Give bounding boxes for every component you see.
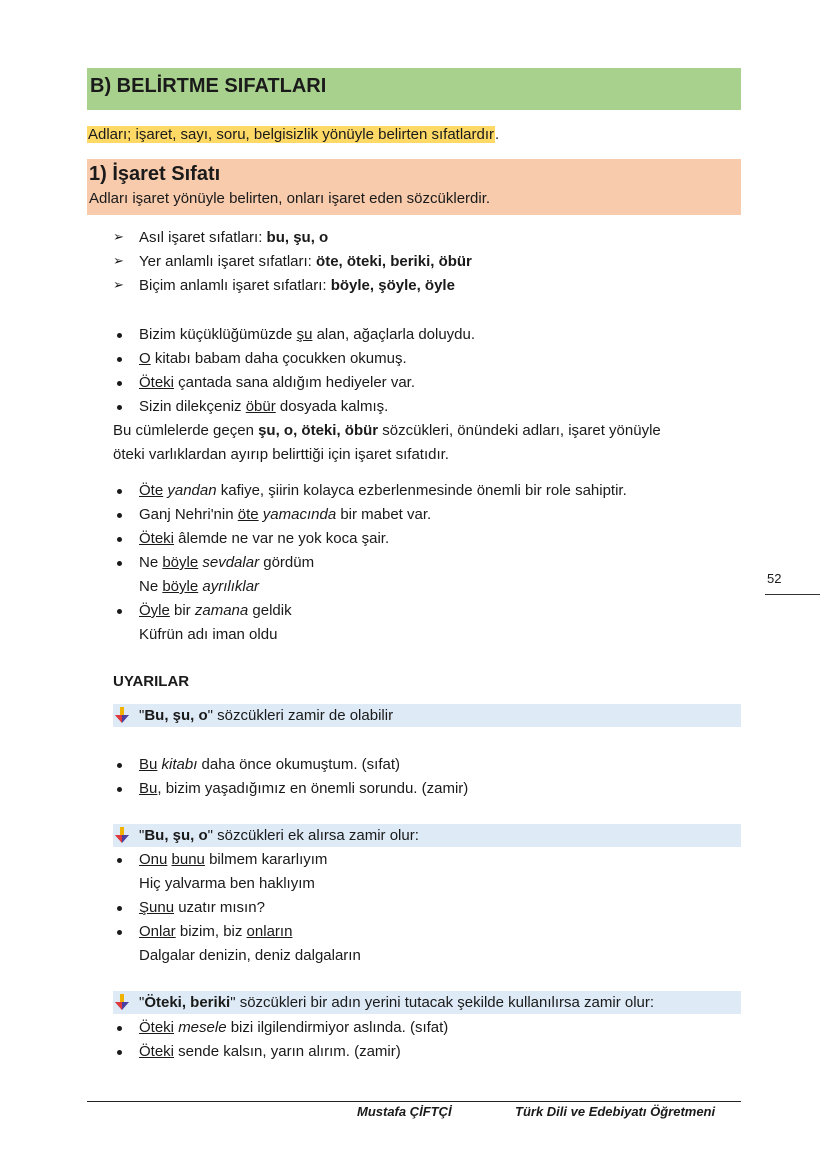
list-item: Sizin dilekçeniz öbür dosyada kalmış. bbox=[139, 398, 389, 415]
list-item-continuation: Hiç yalvarma ben haklıyım bbox=[139, 875, 315, 892]
footer-rule bbox=[87, 1101, 741, 1102]
bullet-icon bbox=[117, 537, 122, 542]
list-item: Onu bunu bilmem kararlıyım bbox=[139, 851, 328, 868]
list-item: Bizim küçüklüğümüzde şu alan, ağaçlarla doluydu. bbox=[139, 326, 476, 343]
list-item-continuation: Küfrün adı iman oldu bbox=[139, 626, 278, 643]
arrow-bullet-icon: ➢ bbox=[113, 229, 124, 244]
subsection-box bbox=[87, 159, 741, 215]
list-item: Öteki âlemde ne var ne yok koca şair. bbox=[139, 530, 390, 547]
list-item: Öyle bir zamana geldik bbox=[139, 602, 292, 619]
bullet-icon bbox=[117, 609, 122, 614]
list-item-continuation: Dalgalar denizin, deniz dalgaların bbox=[139, 947, 361, 964]
bullet-icon bbox=[117, 513, 122, 518]
arrow-bullet-icon: ➢ bbox=[113, 277, 124, 292]
warning-bar-1: "Bu, şu, o" sözcükleri zamir de olabilir bbox=[113, 704, 741, 727]
explanation-line-1: Bu cümlelerde geçen şu, o, öteki, öbür sözcükleri, önündeki adları, işaret yönüyle bbox=[113, 422, 661, 439]
list-item: Öteki çantada sana aldığım hediyeler var. bbox=[139, 374, 415, 391]
arrow-bullet-icon: ➢ bbox=[113, 253, 124, 268]
bullet-icon bbox=[117, 763, 122, 768]
bullet-icon bbox=[117, 1026, 122, 1031]
list-item: Ganj Nehri'nin öte yamacında bir mabet var. bbox=[139, 506, 432, 523]
bullet-icon bbox=[117, 381, 122, 386]
page-number-rule bbox=[765, 594, 820, 595]
bullet-icon bbox=[117, 489, 122, 494]
section-definition: Adları; işaret, sayı, soru, belgisizlik yönüyle belirten sıfatlardır. bbox=[88, 126, 500, 143]
warning-bar-2: "Bu, şu, o" sözcükleri ek alırsa zamir olur: bbox=[113, 824, 741, 847]
down-arrow-icon bbox=[115, 827, 129, 843]
list-item: Öte yandan kafiye, şiirin kolayca ezberlenmesinde önemli bir role sahiptir. bbox=[139, 482, 627, 499]
list-item-continuation: Ne böyle ayrılıklar bbox=[139, 578, 260, 595]
list-item: Ne böyle sevdalar gördüm bbox=[139, 554, 315, 571]
bullet-icon bbox=[117, 906, 122, 911]
bullet-icon bbox=[117, 357, 122, 362]
section-title: B) BELİRTME SIFATLARI bbox=[87, 68, 741, 110]
list-item: Öteki sende kalsın, yarın alırım. (zamir) bbox=[139, 1043, 401, 1060]
bullet-icon bbox=[117, 787, 122, 792]
down-arrow-icon bbox=[115, 707, 129, 723]
list-item: O kitabı babam daha çocukken okumuş. bbox=[139, 350, 407, 367]
bullet-icon bbox=[117, 561, 122, 566]
list-item: Biçim anlamlı işaret sıfatları: böyle, şöyle, öyle bbox=[139, 277, 455, 294]
footer-author: Mustafa ÇİFTÇİ bbox=[357, 1104, 452, 1119]
warning-bar-3: "Öteki, beriki" sözcükleri bir adın yerini tutacak şekilde kullanılırsa zamir olur: bbox=[113, 991, 741, 1014]
list-item: Bu kitabı daha önce okumuştum. (sıfat) bbox=[139, 756, 400, 773]
subsection-description: Adları işaret yönüyle belirten, onları işaret eden sözcüklerdir. bbox=[89, 190, 491, 207]
list-item: Onlar bizim, biz onların bbox=[139, 923, 293, 940]
down-arrow-icon bbox=[115, 994, 129, 1010]
list-item: Şunu uzatır mısın? bbox=[139, 899, 265, 916]
warnings-title: UYARILAR bbox=[113, 673, 190, 690]
page-number: 52 bbox=[767, 571, 782, 586]
subsection-title: 1) İşaret Sıfatı bbox=[89, 163, 221, 185]
list-item: Yer anlamlı işaret sıfatları: öte, öteki, beriki, öbür bbox=[139, 253, 472, 270]
bullet-icon bbox=[117, 333, 122, 338]
definition-highlight: Adları; işaret, sayı, soru, belgisizlik yönüyle belirten sıfatlardır bbox=[88, 126, 495, 143]
bullet-icon bbox=[117, 930, 122, 935]
bullet-icon bbox=[117, 405, 122, 410]
bullet-icon bbox=[117, 858, 122, 863]
list-item: Öteki mesele bizi ilgilendirmiyor aslında. (sıfat) bbox=[139, 1019, 449, 1036]
explanation-line-2: öteki varlıklardan ayırıp belirttiği için işaret sıfatıdır. bbox=[113, 446, 449, 463]
footer-role: Türk Dili ve Edebiyatı Öğretmeni bbox=[515, 1104, 716, 1119]
bullet-icon bbox=[117, 1050, 122, 1055]
list-item: Asıl işaret sıfatları: bu, şu, o bbox=[139, 229, 329, 246]
list-item: Bu, bizim yaşadığımız en önemli sorundu. (zamir) bbox=[139, 780, 469, 797]
